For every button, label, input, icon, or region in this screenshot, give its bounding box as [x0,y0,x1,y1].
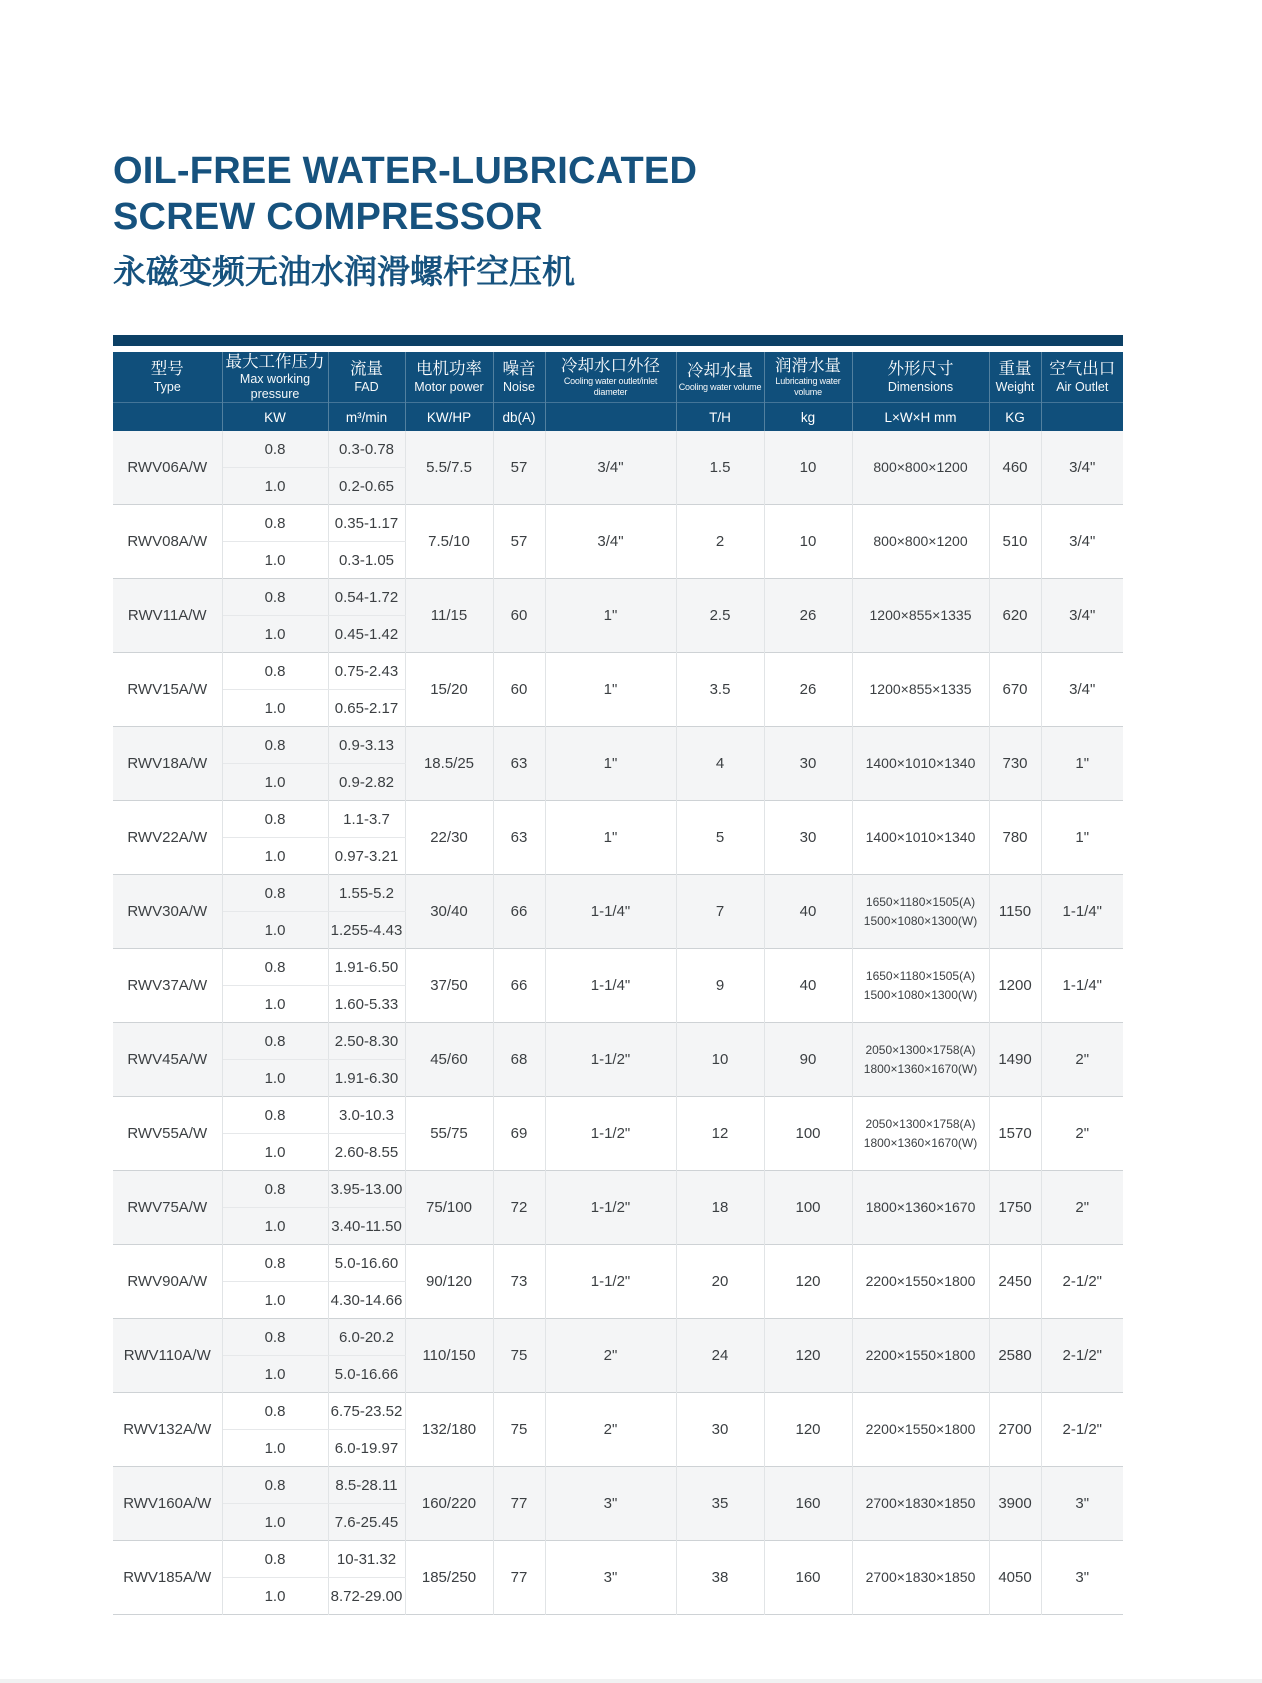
noise-cell: 75 [493,1319,545,1393]
fad-cell: 6.0-20.2 [328,1319,405,1356]
type-cell: RWV75A/W [113,1171,222,1245]
dimension-line: 1500×1080×1300(W) [863,913,978,928]
cooling-volume-cell: 2 [676,505,764,579]
lubricating-volume-cell: 10 [764,431,852,505]
air-outlet-cell: 3/4" [1041,653,1123,727]
table-row [113,1541,1123,1578]
motor-power-cell: 132/180 [405,1393,493,1467]
air-outlet-cell: 2" [1041,1023,1123,1097]
type-cell: RWV08A/W [113,505,222,579]
fad-cell: 3.0-10.3 [328,1097,405,1134]
col-header-motor-power: 电机功率 Motor power [405,352,493,403]
weight-cell: 1490 [989,1023,1041,1097]
lubricating-volume-cell: 160 [764,1541,852,1615]
dimension-line: 800×800×1200 [873,458,968,475]
table-row [113,653,1123,690]
cooling-diameter-cell: 1-1/2" [545,1245,676,1319]
type-cell: RWV185A/W [113,1541,222,1615]
dimensions-cell [852,1319,989,1393]
cooling-diameter-cell: 1" [545,801,676,875]
motor-power-cell: 18.5/25 [405,727,493,801]
pressure-cell: 1.0 [222,1578,328,1615]
fad-cell: 0.3-1.05 [328,542,405,579]
unit-dimensions: L×W×H mm [852,403,989,432]
noise-cell: 75 [493,1393,545,1467]
dimension-line: 1800×1360×1670(W) [863,1135,978,1150]
page-header [0,0,1262,291]
pressure-cell: 1.0 [222,1060,328,1097]
motor-power-cell: 110/150 [405,1319,493,1393]
cooling-diameter-cell: 1-1/4" [545,949,676,1023]
weight-cell: 510 [989,505,1041,579]
cooling-volume-cell: 4 [676,727,764,801]
type-cell: RWV132A/W [113,1393,222,1467]
weight-cell: 3900 [989,1467,1041,1541]
lubricating-volume-cell: 40 [764,949,852,1023]
fad-cell: 3.40-11.50 [328,1208,405,1245]
lubricating-volume-cell: 120 [764,1393,852,1467]
lubricating-volume-cell: 90 [764,1023,852,1097]
noise-cell: 72 [493,1171,545,1245]
cooling-volume-cell: 1.5 [676,431,764,505]
cooling-volume-cell: 30 [676,1393,764,1467]
weight-cell: 2450 [989,1245,1041,1319]
unit-lubricating-volume: kg [764,403,852,432]
table-row [113,727,1123,764]
col-header-air-outlet: 空气出口 Air Outlet [1041,352,1123,403]
dimensions-cell [852,1467,989,1541]
cooling-volume-cell: 12 [676,1097,764,1171]
air-outlet-cell: 3/4" [1041,431,1123,505]
type-cell: RWV110A/W [113,1319,222,1393]
fad-cell: 1.1-3.7 [328,801,405,838]
cooling-diameter-cell: 1" [545,653,676,727]
weight-cell: 1570 [989,1097,1041,1171]
table-row [113,1097,1123,1134]
pressure-cell: 1.0 [222,764,328,801]
motor-power-cell: 37/50 [405,949,493,1023]
weight-cell: 460 [989,431,1041,505]
dimension-line: 1200×855×1335 [869,680,972,697]
dimensions-cell [852,579,989,653]
pressure-cell: 1.0 [222,542,328,579]
type-cell: RWV11A/W [113,579,222,653]
noise-cell: 63 [493,727,545,801]
pressure-cell: 0.8 [222,1541,328,1578]
fad-cell: 0.97-3.21 [328,838,405,875]
fad-cell: 1.91-6.50 [328,949,405,986]
fad-cell: 8.5-28.11 [328,1467,405,1504]
type-cell: RWV30A/W [113,875,222,949]
table-row [113,579,1123,616]
motor-power-cell: 75/100 [405,1171,493,1245]
motor-power-cell: 5.5/7.5 [405,431,493,505]
fad-cell: 5.0-16.60 [328,1245,405,1282]
unit-fad: m³/min [328,403,405,432]
motor-power-cell: 15/20 [405,653,493,727]
fad-cell: 3.95-13.00 [328,1171,405,1208]
col-header-fad: 流量 FAD [328,352,405,403]
pressure-cell: 1.0 [222,986,328,1023]
fad-cell: 1.55-5.2 [328,875,405,912]
air-outlet-cell: 1" [1041,727,1123,801]
dimensions-cell [852,505,989,579]
motor-power-cell: 90/120 [405,1245,493,1319]
table-row [113,949,1123,986]
cooling-volume-cell: 18 [676,1171,764,1245]
fad-cell: 0.9-3.13 [328,727,405,764]
pressure-cell: 0.8 [222,1245,328,1282]
pressure-cell: 0.8 [222,801,328,838]
noise-cell: 69 [493,1097,545,1171]
col-header-type: 型号 Type [113,352,222,403]
dimensions-cell [852,875,989,949]
motor-power-cell: 30/40 [405,875,493,949]
fad-cell: 2.60-8.55 [328,1134,405,1171]
table-row [113,801,1123,838]
type-cell: RWV90A/W [113,1245,222,1319]
pressure-cell: 0.8 [222,653,328,690]
motor-power-cell: 22/30 [405,801,493,875]
fad-cell: 2.50-8.30 [328,1023,405,1060]
dimensions-cell [852,949,989,1023]
dimensions-cell [852,1097,989,1171]
weight-cell: 4050 [989,1541,1041,1615]
noise-cell: 57 [493,505,545,579]
pressure-cell: 1.0 [222,690,328,727]
fad-cell: 0.9-2.82 [328,764,405,801]
pressure-cell: 0.8 [222,505,328,542]
lubricating-volume-cell: 26 [764,653,852,727]
air-outlet-cell: 2-1/2" [1041,1245,1123,1319]
noise-cell: 77 [493,1541,545,1615]
lubricating-volume-cell: 100 [764,1097,852,1171]
dimension-line: 1800×1360×1670 [865,1198,976,1215]
type-cell: RWV45A/W [113,1023,222,1097]
fad-cell: 1.60-5.33 [328,986,405,1023]
dimension-line: 800×800×1200 [873,532,968,549]
lubricating-volume-cell: 30 [764,801,852,875]
table-row [113,1467,1123,1504]
cooling-volume-cell: 7 [676,875,764,949]
weight-cell: 670 [989,653,1041,727]
accent-bar [113,335,1123,346]
table-row [113,1393,1123,1430]
type-cell: RWV22A/W [113,801,222,875]
spec-table [113,352,1123,1616]
pressure-cell: 1.0 [222,1504,328,1541]
cooling-diameter-cell: 1-1/2" [545,1171,676,1245]
air-outlet-cell: 1-1/4" [1041,949,1123,1023]
cooling-diameter-cell: 2" [545,1393,676,1467]
table-row [113,505,1123,542]
fad-cell: 8.72-29.00 [328,1578,405,1615]
pressure-cell: 0.8 [222,1393,328,1430]
fad-cell: 1.255-4.43 [328,912,405,949]
lubricating-volume-cell: 120 [764,1245,852,1319]
pressure-cell: 0.8 [222,949,328,986]
fad-cell: 0.2-0.65 [328,468,405,505]
dimensions-cell [852,1171,989,1245]
cooling-volume-cell: 24 [676,1319,764,1393]
dimension-line: 1400×1010×1340 [865,754,976,771]
table-row [113,431,1123,468]
table-row [113,1023,1123,1060]
table-units-row [113,403,1123,432]
pressure-cell: 1.0 [222,468,328,505]
dimension-line: 2200×1550×1800 [865,1346,976,1363]
weight-cell: 1750 [989,1171,1041,1245]
weight-cell: 780 [989,801,1041,875]
cooling-volume-cell: 3.5 [676,653,764,727]
motor-power-cell: 7.5/10 [405,505,493,579]
air-outlet-cell: 2" [1041,1097,1123,1171]
cooling-volume-cell: 35 [676,1467,764,1541]
dimension-line: 2050×1300×1758(A) [865,1117,976,1132]
motor-power-cell: 55/75 [405,1097,493,1171]
dimensions-cell [852,801,989,875]
lubricating-volume-cell: 10 [764,505,852,579]
cooling-diameter-cell: 2" [545,1319,676,1393]
pressure-cell: 1.0 [222,1208,328,1245]
pressure-cell: 1.0 [222,1282,328,1319]
cooling-diameter-cell: 1-1/2" [545,1023,676,1097]
fad-cell: 6.75-23.52 [328,1393,405,1430]
pressure-cell: 0.8 [222,1319,328,1356]
dimensions-cell [852,431,989,505]
table-header [113,352,1123,432]
table-row [113,1319,1123,1356]
dimension-line: 2700×1830×1850 [865,1494,976,1511]
dimension-line: 2700×1830×1850 [865,1568,976,1585]
fad-cell: 1.91-6.30 [328,1060,405,1097]
dimension-line: 1650×1180×1505(A) [865,895,976,910]
air-outlet-cell: 3/4" [1041,505,1123,579]
fad-cell: 0.54-1.72 [328,579,405,616]
weight-cell: 1200 [989,949,1041,1023]
noise-cell: 77 [493,1467,545,1541]
motor-power-cell: 160/220 [405,1467,493,1541]
noise-cell: 57 [493,431,545,505]
noise-cell: 68 [493,1023,545,1097]
pressure-cell: 0.8 [222,727,328,764]
bottom-strip [0,1679,1262,1683]
cooling-diameter-cell: 3/4" [545,431,676,505]
pressure-cell: 0.8 [222,1023,328,1060]
weight-cell: 730 [989,727,1041,801]
weight-cell: 2580 [989,1319,1041,1393]
air-outlet-cell: 1" [1041,801,1123,875]
cooling-volume-cell: 9 [676,949,764,1023]
cooling-diameter-cell: 1" [545,579,676,653]
lubricating-volume-cell: 120 [764,1319,852,1393]
fad-cell: 0.45-1.42 [328,616,405,653]
noise-cell: 66 [493,875,545,949]
page-title-line1: OIL-FREE WATER-LUBRICATED [113,150,698,192]
pressure-cell: 0.8 [222,579,328,616]
lubricating-volume-cell: 40 [764,875,852,949]
pressure-cell: 1.0 [222,616,328,653]
fad-cell: 7.6-25.45 [328,1504,405,1541]
dimensions-cell [852,1393,989,1467]
dimension-line: 1400×1010×1340 [865,828,976,845]
dimension-line: 2200×1550×1800 [865,1420,976,1437]
noise-cell: 60 [493,579,545,653]
unit-pressure: KW [222,403,328,432]
fad-cell: 4.30-14.66 [328,1282,405,1319]
dimensions-cell [852,1023,989,1097]
pressure-cell: 0.8 [222,1097,328,1134]
cooling-diameter-cell: 3" [545,1541,676,1615]
pressure-cell: 1.0 [222,838,328,875]
weight-cell: 1150 [989,875,1041,949]
fad-cell: 10-31.32 [328,1541,405,1578]
type-cell: RWV160A/W [113,1467,222,1541]
dimension-line: 2050×1300×1758(A) [865,1043,976,1058]
pressure-cell: 1.0 [222,1134,328,1171]
unit-weight: KG [989,403,1041,432]
col-header-weight: 重量 Weight [989,352,1041,403]
cooling-volume-cell: 20 [676,1245,764,1319]
type-cell: RWV06A/W [113,431,222,505]
cooling-volume-cell: 5 [676,801,764,875]
air-outlet-cell: 3" [1041,1467,1123,1541]
type-cell: RWV18A/W [113,727,222,801]
col-header-dimensions: 外形尺寸 Dimensions [852,352,989,403]
unit-noise: db(A) [493,403,545,432]
lubricating-volume-cell: 100 [764,1171,852,1245]
lubricating-volume-cell: 30 [764,727,852,801]
lubricating-volume-cell: 26 [764,579,852,653]
cooling-diameter-cell: 1-1/4" [545,875,676,949]
unit-type [113,403,222,432]
air-outlet-cell: 3/4" [1041,579,1123,653]
table-row [113,1171,1123,1208]
table-body [113,431,1123,1615]
col-header-cooling-volume: 冷却水量 Cooling water volume [676,352,764,403]
dimensions-cell [852,727,989,801]
motor-power-cell: 185/250 [405,1541,493,1615]
air-outlet-cell: 2-1/2" [1041,1319,1123,1393]
dimension-line: 1200×855×1335 [869,606,972,623]
noise-cell: 66 [493,949,545,1023]
type-cell: RWV37A/W [113,949,222,1023]
col-header-lubricating-volume: 润滑水量 Lubricating water volume [764,352,852,403]
type-cell: RWV15A/W [113,653,222,727]
table-row [113,875,1123,912]
pressure-cell: 0.8 [222,875,328,912]
air-outlet-cell: 3" [1041,1541,1123,1615]
noise-cell: 63 [493,801,545,875]
cooling-diameter-cell: 3/4" [545,505,676,579]
pressure-cell: 0.8 [222,1171,328,1208]
unit-motor-power: KW/HP [405,403,493,432]
col-header-pressure: 最大工作压力 Max working pressure [222,352,328,403]
cooling-diameter-cell: 1" [545,727,676,801]
pressure-cell: 1.0 [222,1356,328,1393]
pressure-cell: 1.0 [222,912,328,949]
unit-air-outlet [1041,403,1123,432]
unit-cooling-diameter [545,403,676,432]
dimension-line: 2200×1550×1800 [865,1272,976,1289]
pressure-cell: 1.0 [222,1430,328,1467]
dimension-line: 1650×1180×1505(A) [865,969,976,984]
noise-cell: 73 [493,1245,545,1319]
page-subtitle-zh: 永磁变频无油水润滑螺杆空压机 [113,252,575,290]
fad-cell: 5.0-16.66 [328,1356,405,1393]
pressure-cell: 0.8 [222,431,328,468]
air-outlet-cell: 2" [1041,1171,1123,1245]
lubricating-volume-cell: 160 [764,1467,852,1541]
motor-power-cell: 11/15 [405,579,493,653]
dimension-line: 1800×1360×1670(W) [863,1061,978,1076]
cooling-volume-cell: 10 [676,1023,764,1097]
noise-cell: 60 [493,653,545,727]
dimensions-cell [852,653,989,727]
fad-cell: 0.75-2.43 [328,653,405,690]
page-title-line2: SCREW COMPRESSOR [113,196,543,239]
type-cell: RWV55A/W [113,1097,222,1171]
table-header-row [113,352,1123,403]
cooling-volume-cell: 38 [676,1541,764,1615]
page-title [113,148,1262,241]
fad-cell: 0.3-0.78 [328,431,405,468]
col-header-noise: 噪音 Noise [493,352,545,403]
cooling-diameter-cell: 3" [545,1467,676,1541]
dimensions-cell [852,1245,989,1319]
weight-cell: 620 [989,579,1041,653]
weight-cell: 2700 [989,1393,1041,1467]
air-outlet-cell: 1-1/4" [1041,875,1123,949]
cooling-diameter-cell: 1-1/2" [545,1097,676,1171]
col-header-cooling-diameter: 冷却水口外径 Cooling water outlet/inlet diameter [545,352,676,403]
air-outlet-cell: 2-1/2" [1041,1393,1123,1467]
table-row [113,1245,1123,1282]
motor-power-cell: 45/60 [405,1023,493,1097]
fad-cell: 6.0-19.97 [328,1430,405,1467]
fad-cell: 0.35-1.17 [328,505,405,542]
unit-cooling-volume: T/H [676,403,764,432]
cooling-volume-cell: 2.5 [676,579,764,653]
dimension-line: 1500×1080×1300(W) [863,987,978,1002]
dimensions-cell [852,1541,989,1615]
fad-cell: 0.65-2.17 [328,690,405,727]
pressure-cell: 0.8 [222,1467,328,1504]
